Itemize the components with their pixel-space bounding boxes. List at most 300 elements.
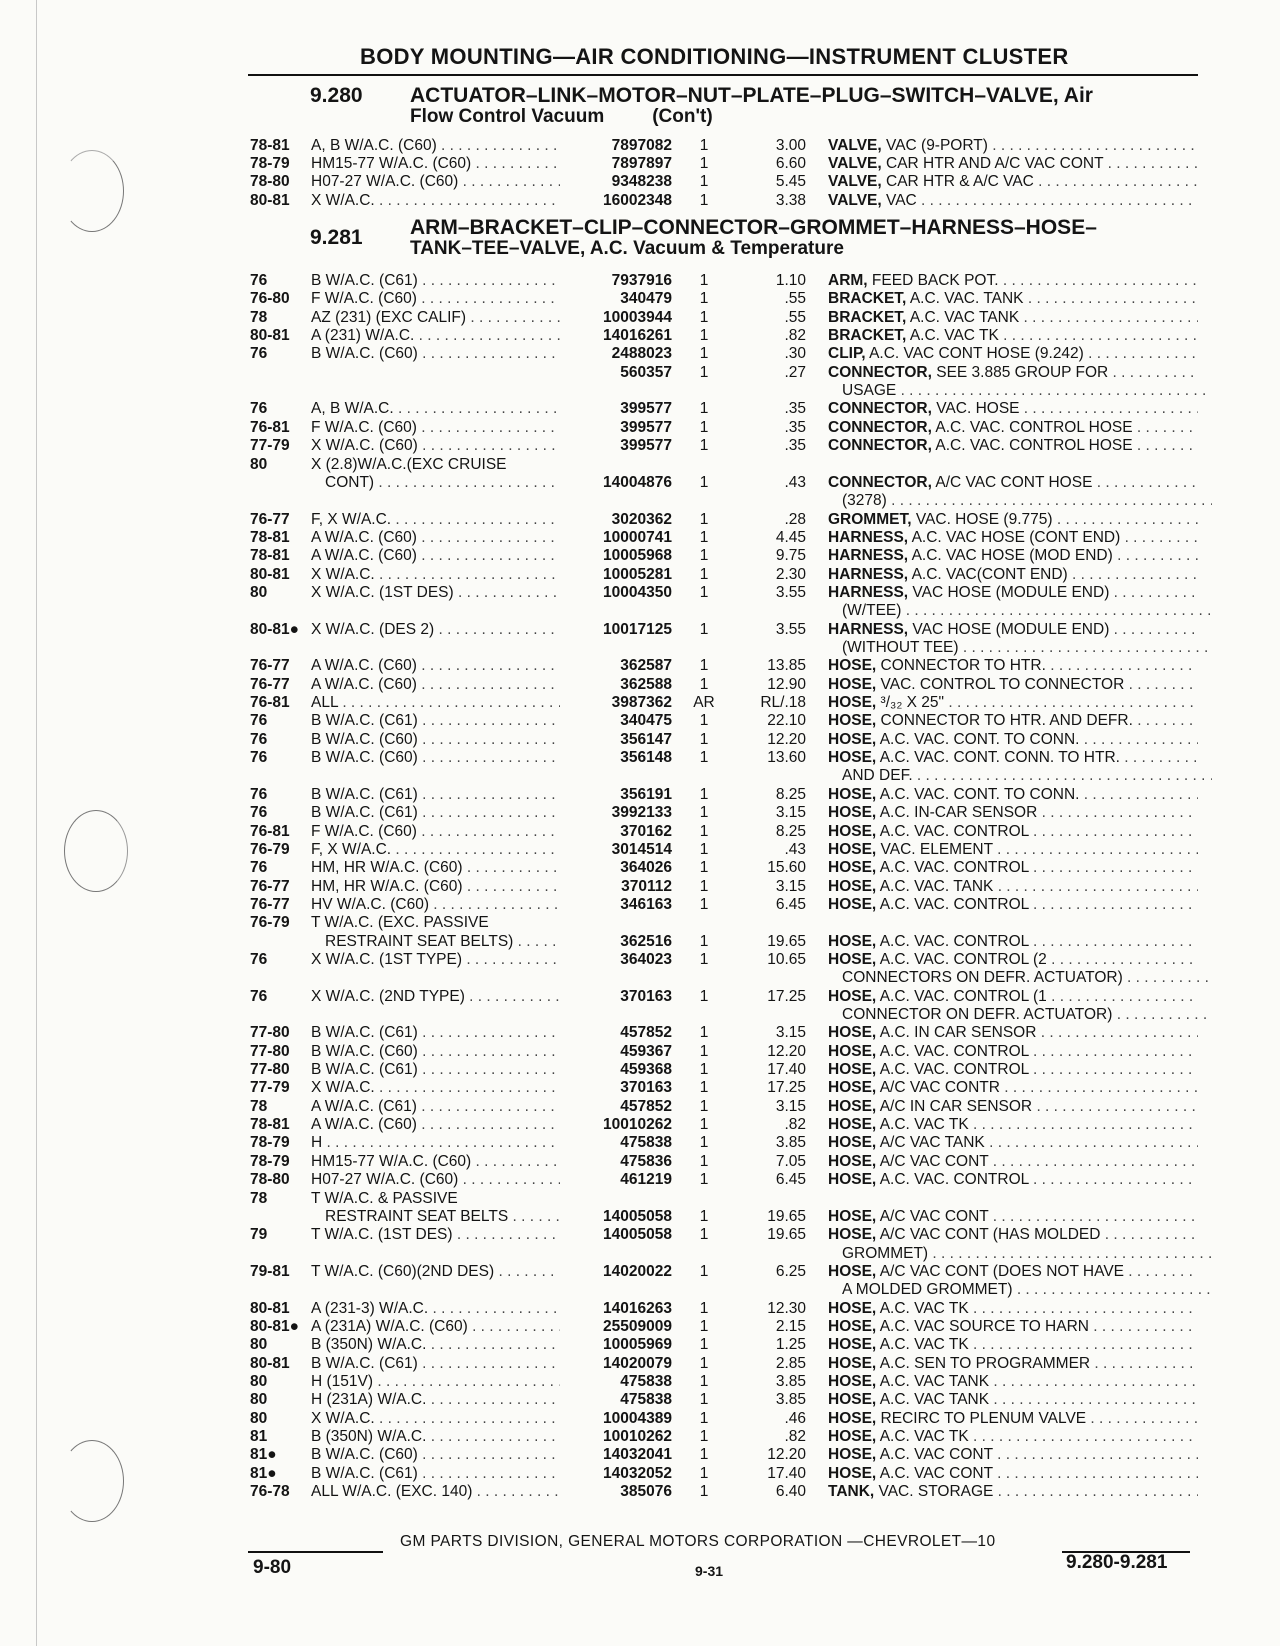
quantity: 1 <box>699 859 709 877</box>
part-number: 475838 <box>560 1133 672 1152</box>
description <box>828 1354 1198 1373</box>
part-number: 7897897 <box>560 154 672 173</box>
part-description: A.C. VAC TK <box>879 1299 969 1317</box>
description <box>828 418 1198 437</box>
table-row <box>0 418 1280 437</box>
part-number: 370162 <box>560 822 672 841</box>
model-year: 80-81 <box>250 1354 290 1372</box>
application: B W/A.C. (C61) . . . <box>311 1023 576 1042</box>
section-title: ARM–BRACKET–CLIP–CONNECTOR–GROMMET–HARNESS–HOSE– <box>410 216 1097 239</box>
model-year: 80-81 <box>250 565 290 583</box>
price: 3.15 <box>775 1024 806 1042</box>
table-row <box>0 1189 1280 1208</box>
table-row <box>0 950 1280 969</box>
section-subtitle: TANK–TEE–VALVE, A.C. Vacuum & Temperature <box>410 238 844 259</box>
part-number: 356191 <box>560 785 672 804</box>
application: H07-27 W/A.C. (C60) . . . <box>311 172 576 191</box>
model-year: 78-81 <box>250 1116 290 1134</box>
part-description: A.C. VAC. CONTROL <box>879 822 1029 840</box>
price: 17.25 <box>767 1079 806 1097</box>
part-number: 370163 <box>560 987 672 1006</box>
description <box>828 711 1198 730</box>
price: 3.15 <box>775 804 806 822</box>
application: F, X W/A.C. . . . <box>311 840 576 859</box>
part-name: HARNESS, <box>828 565 909 583</box>
model-year: 77-80 <box>250 1061 290 1079</box>
quantity: 1 <box>699 1226 709 1244</box>
quantity: 1 <box>699 1409 709 1427</box>
table-row <box>0 1023 1280 1042</box>
part-description: CAR HTR AND A/C VAC CONT <box>886 155 1104 173</box>
application: B (350N) W/A.C. . . . <box>311 1427 576 1446</box>
application: B W/A.C. (C61) . . . <box>311 1060 576 1079</box>
quantity: 1 <box>699 730 709 748</box>
quantity: 1 <box>699 895 709 913</box>
part-description: A.C. VAC TK <box>909 327 999 345</box>
table-row <box>0 565 1280 584</box>
application: X W/A.C. (DES 2) . . . <box>311 620 576 639</box>
continued-label: (Con't) <box>652 106 713 127</box>
price: 3.55 <box>775 583 806 601</box>
part-description: AND DEF. <box>842 767 913 785</box>
price: 6.40 <box>775 1483 806 1501</box>
model-year: 79 <box>250 1226 268 1244</box>
part-description: A.C. IN-CAR SENSOR <box>879 804 1038 822</box>
price: .35 <box>784 418 806 436</box>
table-row <box>0 1133 1280 1152</box>
description <box>828 1152 1198 1171</box>
table-row <box>0 528 1280 547</box>
application: HM, HR W/A.C. (C60) . . . <box>311 858 576 877</box>
description <box>828 822 1198 841</box>
description <box>828 858 1198 877</box>
price: 3.85 <box>775 1373 806 1390</box>
description <box>828 1005 1212 1024</box>
section-title: ACTUATOR–LINK–MOTOR–NUT–PLATE–PLUG–SWITCH–VALVE, Air <box>410 84 1093 107</box>
table-row <box>0 748 1280 767</box>
price: 12.20 <box>767 1042 806 1060</box>
description <box>828 1133 1198 1152</box>
part-number: 370163 <box>560 1078 672 1097</box>
description <box>828 1060 1198 1079</box>
table-row <box>0 1078 1280 1097</box>
part-number: 459367 <box>560 1042 672 1061</box>
price: 8.25 <box>775 785 806 803</box>
part-number: 3992133 <box>560 803 672 822</box>
model-year: 76-77 <box>250 895 290 913</box>
price: .82 <box>784 1116 806 1134</box>
table-row <box>0 1152 1280 1171</box>
application: RESTRAINT SEAT BELTS . . . <box>311 1207 590 1226</box>
table-row <box>0 877 1280 896</box>
application: X W/A.C. . . . <box>311 1409 576 1428</box>
model-year: 78-80 <box>250 173 290 191</box>
table-row <box>0 785 1280 804</box>
quantity: 1 <box>699 1428 709 1446</box>
part-number: 399577 <box>560 399 672 418</box>
description <box>828 730 1198 749</box>
part-name: HOSE, <box>828 1428 877 1446</box>
part-name: HOSE, <box>828 785 877 803</box>
application: A W/A.C. (C60) . . . <box>311 1115 576 1134</box>
model-year: 76 <box>250 345 268 363</box>
model-year: 76 <box>250 987 268 1005</box>
part-description: (WITHOUT TEE) <box>842 639 959 656</box>
description <box>828 987 1198 1006</box>
application: HM15-77 W/A.C. (C60) . . . <box>311 1152 576 1171</box>
table-row <box>0 1409 1280 1428</box>
price: .46 <box>784 1409 806 1427</box>
price: 6.45 <box>775 895 806 913</box>
table-row <box>0 895 1280 914</box>
quantity: 1 <box>699 473 709 491</box>
part-name: HOSE, <box>828 694 877 712</box>
footer-date: 9-80 <box>253 1557 292 1578</box>
table-row <box>0 675 1280 694</box>
table-row <box>0 1354 1280 1373</box>
part-name: CONNECTOR, <box>828 363 932 381</box>
model-year: 76-81 <box>250 418 290 436</box>
quantity: 1 <box>699 528 709 546</box>
part-name: GROMMET, <box>828 510 912 528</box>
description <box>828 1225 1198 1244</box>
part-number: 7937916 <box>560 271 672 290</box>
table-row <box>0 638 1280 657</box>
part-number: 475838 <box>560 1372 672 1391</box>
table-row <box>0 436 1280 455</box>
part-number: 10004389 <box>560 1409 672 1428</box>
part-description: CONNECTOR TO HTR. <box>880 657 1046 675</box>
table-row <box>0 1317 1280 1336</box>
part-name: HOSE, <box>828 1207 877 1225</box>
footer-section-range: 9.280-9.281 <box>1066 1552 1168 1573</box>
part-description: A.C. VAC CONT <box>879 1464 993 1482</box>
application: X W/A.C. . . . <box>311 191 576 210</box>
model-year: 76 <box>250 749 268 767</box>
application: A, B W/A.C. (C60) . . . <box>311 136 576 155</box>
model-year: 81● <box>250 1446 277 1464</box>
part-description: VAC. CONTROL TO CONNECTOR <box>880 675 1125 693</box>
price: 13.60 <box>767 749 806 767</box>
price: 3.85 <box>775 1391 806 1409</box>
part-name: CONNECTOR, <box>828 473 932 491</box>
model-year: 78-80 <box>250 1171 290 1189</box>
description <box>828 1042 1198 1061</box>
part-number: 560357 <box>560 363 672 382</box>
quantity: 1 <box>699 191 709 209</box>
description <box>828 271 1198 290</box>
part-number: 14005058 <box>560 1225 672 1244</box>
part-name: HOSE, <box>828 1464 877 1482</box>
quantity: 1 <box>699 308 709 326</box>
table-row <box>0 858 1280 877</box>
quantity: 1 <box>699 1483 709 1501</box>
quantity: AR <box>693 694 715 712</box>
description <box>828 638 1212 657</box>
price: 6.60 <box>775 155 806 173</box>
application: H . . . <box>311 1133 576 1152</box>
model-year: 80 <box>250 455 268 473</box>
part-number: 14020022 <box>560 1262 672 1281</box>
part-description: A.C. VAC. CONT. TO CONN. <box>879 785 1080 803</box>
part-name: HOSE, <box>828 1079 877 1097</box>
part-name: HOSE, <box>828 877 877 895</box>
price: 3.00 <box>775 137 806 154</box>
application: T W/A.C. (EXC. PASSIVE <box>311 914 489 932</box>
model-year: 77-79 <box>250 1079 290 1097</box>
application: CONT) . . . <box>311 473 590 492</box>
quantity: 1 <box>699 1299 709 1317</box>
model-year: 76 <box>250 400 268 418</box>
table-row <box>0 1372 1280 1391</box>
part-name: TANK, <box>828 1483 875 1501</box>
model-year: 76-81 <box>250 822 290 840</box>
part-description: A.C. VAC CONT <box>879 1446 993 1464</box>
part-name: HOSE, <box>828 1097 877 1115</box>
part-description: A.C. VAC. CONTROL <box>879 895 1029 913</box>
part-number: 14005058 <box>560 1207 672 1226</box>
model-year: 76 <box>250 950 268 968</box>
table-row <box>0 1280 1280 1299</box>
description <box>828 968 1212 987</box>
part-name: HOSE, <box>828 950 877 968</box>
part-description: A.C. VAC CONT HOSE (9.242) <box>869 345 1084 363</box>
part-description: A.C. VAC. CONTROL (1 <box>879 987 1047 1005</box>
part-description: A.C. VAC. TANK <box>909 290 1024 308</box>
quantity: 1 <box>699 675 709 693</box>
part-number: 475838 <box>560 1390 672 1409</box>
part-number: 475836 <box>560 1152 672 1171</box>
price: 15.60 <box>767 859 806 877</box>
table-row <box>0 656 1280 675</box>
part-name: HOSE, <box>828 712 877 730</box>
price: 3.15 <box>775 877 806 895</box>
part-description: A/C VAC CONT (DOES NOT HAVE <box>879 1262 1124 1280</box>
description <box>828 748 1198 767</box>
price: 19.65 <box>767 1226 806 1244</box>
part-number: 14004876 <box>560 473 672 492</box>
part-description: SEE 3.885 GROUP FOR <box>936 363 1109 381</box>
part-name: VALVE, <box>828 173 882 191</box>
part-description: A.C. VAC. CONTROL HOSE <box>935 437 1133 455</box>
table-row <box>0 191 1280 210</box>
price: 10.65 <box>767 950 806 968</box>
table-row <box>0 473 1280 492</box>
description <box>828 399 1198 418</box>
model-year: 80-81 <box>250 327 290 345</box>
part-name: HOSE, <box>828 1299 877 1317</box>
application: B W/A.C. (C61) . . . <box>311 785 576 804</box>
application: ALL . . . <box>311 693 576 712</box>
description <box>828 1244 1212 1263</box>
model-year: 76-79 <box>250 914 290 932</box>
part-number: 10004350 <box>560 583 672 602</box>
part-number: 362588 <box>560 675 672 694</box>
table-row <box>0 1170 1280 1189</box>
price: 8.25 <box>775 822 806 840</box>
application: AZ (231) (EXC CALIF) . . . <box>311 308 576 327</box>
description <box>828 546 1198 565</box>
part-description: VAC HOSE (MODULE END) <box>912 583 1110 601</box>
application: B W/A.C. (C60) . . . <box>311 730 576 749</box>
model-year: 78-79 <box>250 155 290 173</box>
part-name: VALVE, <box>828 191 882 209</box>
table-row <box>0 968 1280 987</box>
table-row <box>0 1482 1280 1501</box>
table-row <box>0 271 1280 290</box>
part-number: 362587 <box>560 656 672 675</box>
price: 9.75 <box>775 547 806 565</box>
part-description: CAR HTR & A/C VAC <box>886 173 1034 191</box>
table-row <box>0 913 1280 932</box>
quantity: 1 <box>699 932 709 950</box>
price: 19.65 <box>767 932 806 950</box>
description <box>828 1207 1198 1226</box>
part-number: 7897082 <box>560 136 672 155</box>
application: RESTRAINT SEAT BELTS) . . . <box>311 932 590 951</box>
table-row <box>0 381 1280 400</box>
part-name: HOSE, <box>828 895 877 913</box>
part-name: HOSE, <box>828 1024 877 1042</box>
part-number: 399577 <box>560 418 672 437</box>
part-description: A.C. SEN TO PROGRAMMER <box>879 1354 1091 1372</box>
application: F W/A.C. (C60) . . . <box>311 289 576 308</box>
description <box>828 1409 1198 1428</box>
quantity: 1 <box>699 822 709 840</box>
model-year: 78-79 <box>250 1134 290 1152</box>
table-row <box>0 822 1280 841</box>
part-number: 340479 <box>560 289 672 308</box>
part-number: 10005969 <box>560 1335 672 1354</box>
part-description: A/C VAC CONT (HAS MOLDED <box>879 1226 1101 1244</box>
part-number: 14016263 <box>560 1299 672 1318</box>
part-description: A/C IN CAR SENSOR <box>879 1097 1033 1115</box>
table-row <box>0 363 1280 382</box>
part-description: VAC HOSE (MODULE END) <box>912 620 1110 638</box>
part-number: 346163 <box>560 895 672 914</box>
price: .55 <box>784 308 806 326</box>
description <box>828 1390 1198 1409</box>
application: X (2.8)W/A.C.(EXC CRUISE <box>311 455 507 473</box>
table-row <box>0 1390 1280 1409</box>
part-number: 356148 <box>560 748 672 767</box>
application: HV W/A.C. (C60) . . . <box>311 895 576 914</box>
price: RL/.18 <box>760 694 806 712</box>
model-year: 76-77 <box>250 675 290 693</box>
description <box>828 1280 1212 1299</box>
description <box>828 803 1198 822</box>
quantity: 1 <box>699 327 709 345</box>
part-description: CONNECTOR ON DEFR. ACTUATOR) <box>842 1006 1113 1023</box>
section-number: 9.281 <box>310 226 363 249</box>
model-year: 76 <box>250 712 268 730</box>
part-name: HARNESS, <box>828 583 909 601</box>
price: 2.30 <box>775 565 806 583</box>
price: 3.85 <box>775 1134 806 1152</box>
quantity: 1 <box>699 749 709 767</box>
application: A, B W/A.C. . . . <box>311 399 576 418</box>
model-year: 80 <box>250 1373 268 1390</box>
part-description: A.C. VAC(CONT END) <box>911 565 1068 583</box>
table-row <box>0 399 1280 418</box>
part-description: CONNECTORS ON DEFR. ACTUATOR) <box>842 969 1123 987</box>
model-year: 80-81● <box>250 620 300 638</box>
part-name: HOSE, <box>828 859 877 877</box>
price: 12.90 <box>767 675 806 693</box>
table-row <box>0 1005 1280 1024</box>
part-name: HOSE, <box>828 1042 877 1060</box>
application: A (231) W/A.C. . . . <box>311 326 576 345</box>
footer-rule <box>248 1551 383 1553</box>
description <box>828 601 1212 620</box>
description <box>828 1445 1198 1464</box>
price: 1.10 <box>775 272 806 289</box>
part-name: CONNECTOR, <box>828 437 932 455</box>
description <box>828 136 1198 155</box>
table-row <box>0 154 1280 173</box>
quantity: 1 <box>699 1464 709 1482</box>
application: T W/A.C. (C60)(2ND DES) . . . <box>311 1262 576 1281</box>
part-name: BRACKET, <box>828 290 907 308</box>
price: .35 <box>784 437 806 455</box>
part-description: A/C VAC CONT <box>879 1152 989 1170</box>
description <box>828 693 1198 712</box>
part-number: 362516 <box>560 932 672 951</box>
application: B W/A.C. (C60) . . . <box>311 1042 576 1061</box>
application: B W/A.C. (C61) . . . <box>311 1354 576 1373</box>
part-name: HOSE, <box>828 1061 877 1079</box>
price: .28 <box>784 510 806 528</box>
description <box>828 1299 1198 1318</box>
part-name: VALVE, <box>828 155 882 173</box>
model-year: 78-81 <box>250 137 290 154</box>
price: 12.30 <box>767 1299 806 1317</box>
section-subtitle: Flow Control Vacuum (Con't) <box>410 106 713 127</box>
table-row <box>0 620 1280 639</box>
description <box>828 510 1198 529</box>
part-name: HOSE, <box>828 1152 877 1170</box>
quantity: 1 <box>699 657 709 675</box>
description <box>828 877 1198 896</box>
part-description: VAC. HOSE <box>936 400 1020 418</box>
table-row <box>0 1299 1280 1318</box>
part-description: A.C. VAC. CONTROL HOSE <box>935 418 1133 436</box>
price: .55 <box>784 290 806 308</box>
model-year: 76-81 <box>250 694 290 712</box>
part-number: 461219 <box>560 1170 672 1189</box>
part-number: 2488023 <box>560 344 672 363</box>
description <box>828 528 1198 547</box>
price: .30 <box>784 345 806 363</box>
part-description: A.C. VAC. CONTROL <box>879 932 1029 950</box>
table-row <box>0 1262 1280 1281</box>
price: 7.05 <box>775 1152 806 1170</box>
model-year: 78-81 <box>250 528 290 546</box>
application: H (151V) . . . <box>311 1372 576 1391</box>
table-row <box>0 1097 1280 1116</box>
application: X W/A.C. . . . <box>311 565 576 584</box>
part-number: 10017125 <box>560 620 672 639</box>
description <box>828 491 1212 510</box>
quantity: 1 <box>699 1024 709 1042</box>
model-year: 76-77 <box>250 510 290 528</box>
model-year: 80-81 <box>250 1299 290 1317</box>
part-number: 10010262 <box>560 1427 672 1446</box>
table-row <box>0 711 1280 730</box>
part-description: FEED BACK POT. <box>871 272 999 289</box>
table-row <box>0 583 1280 602</box>
quantity: 1 <box>699 1446 709 1464</box>
